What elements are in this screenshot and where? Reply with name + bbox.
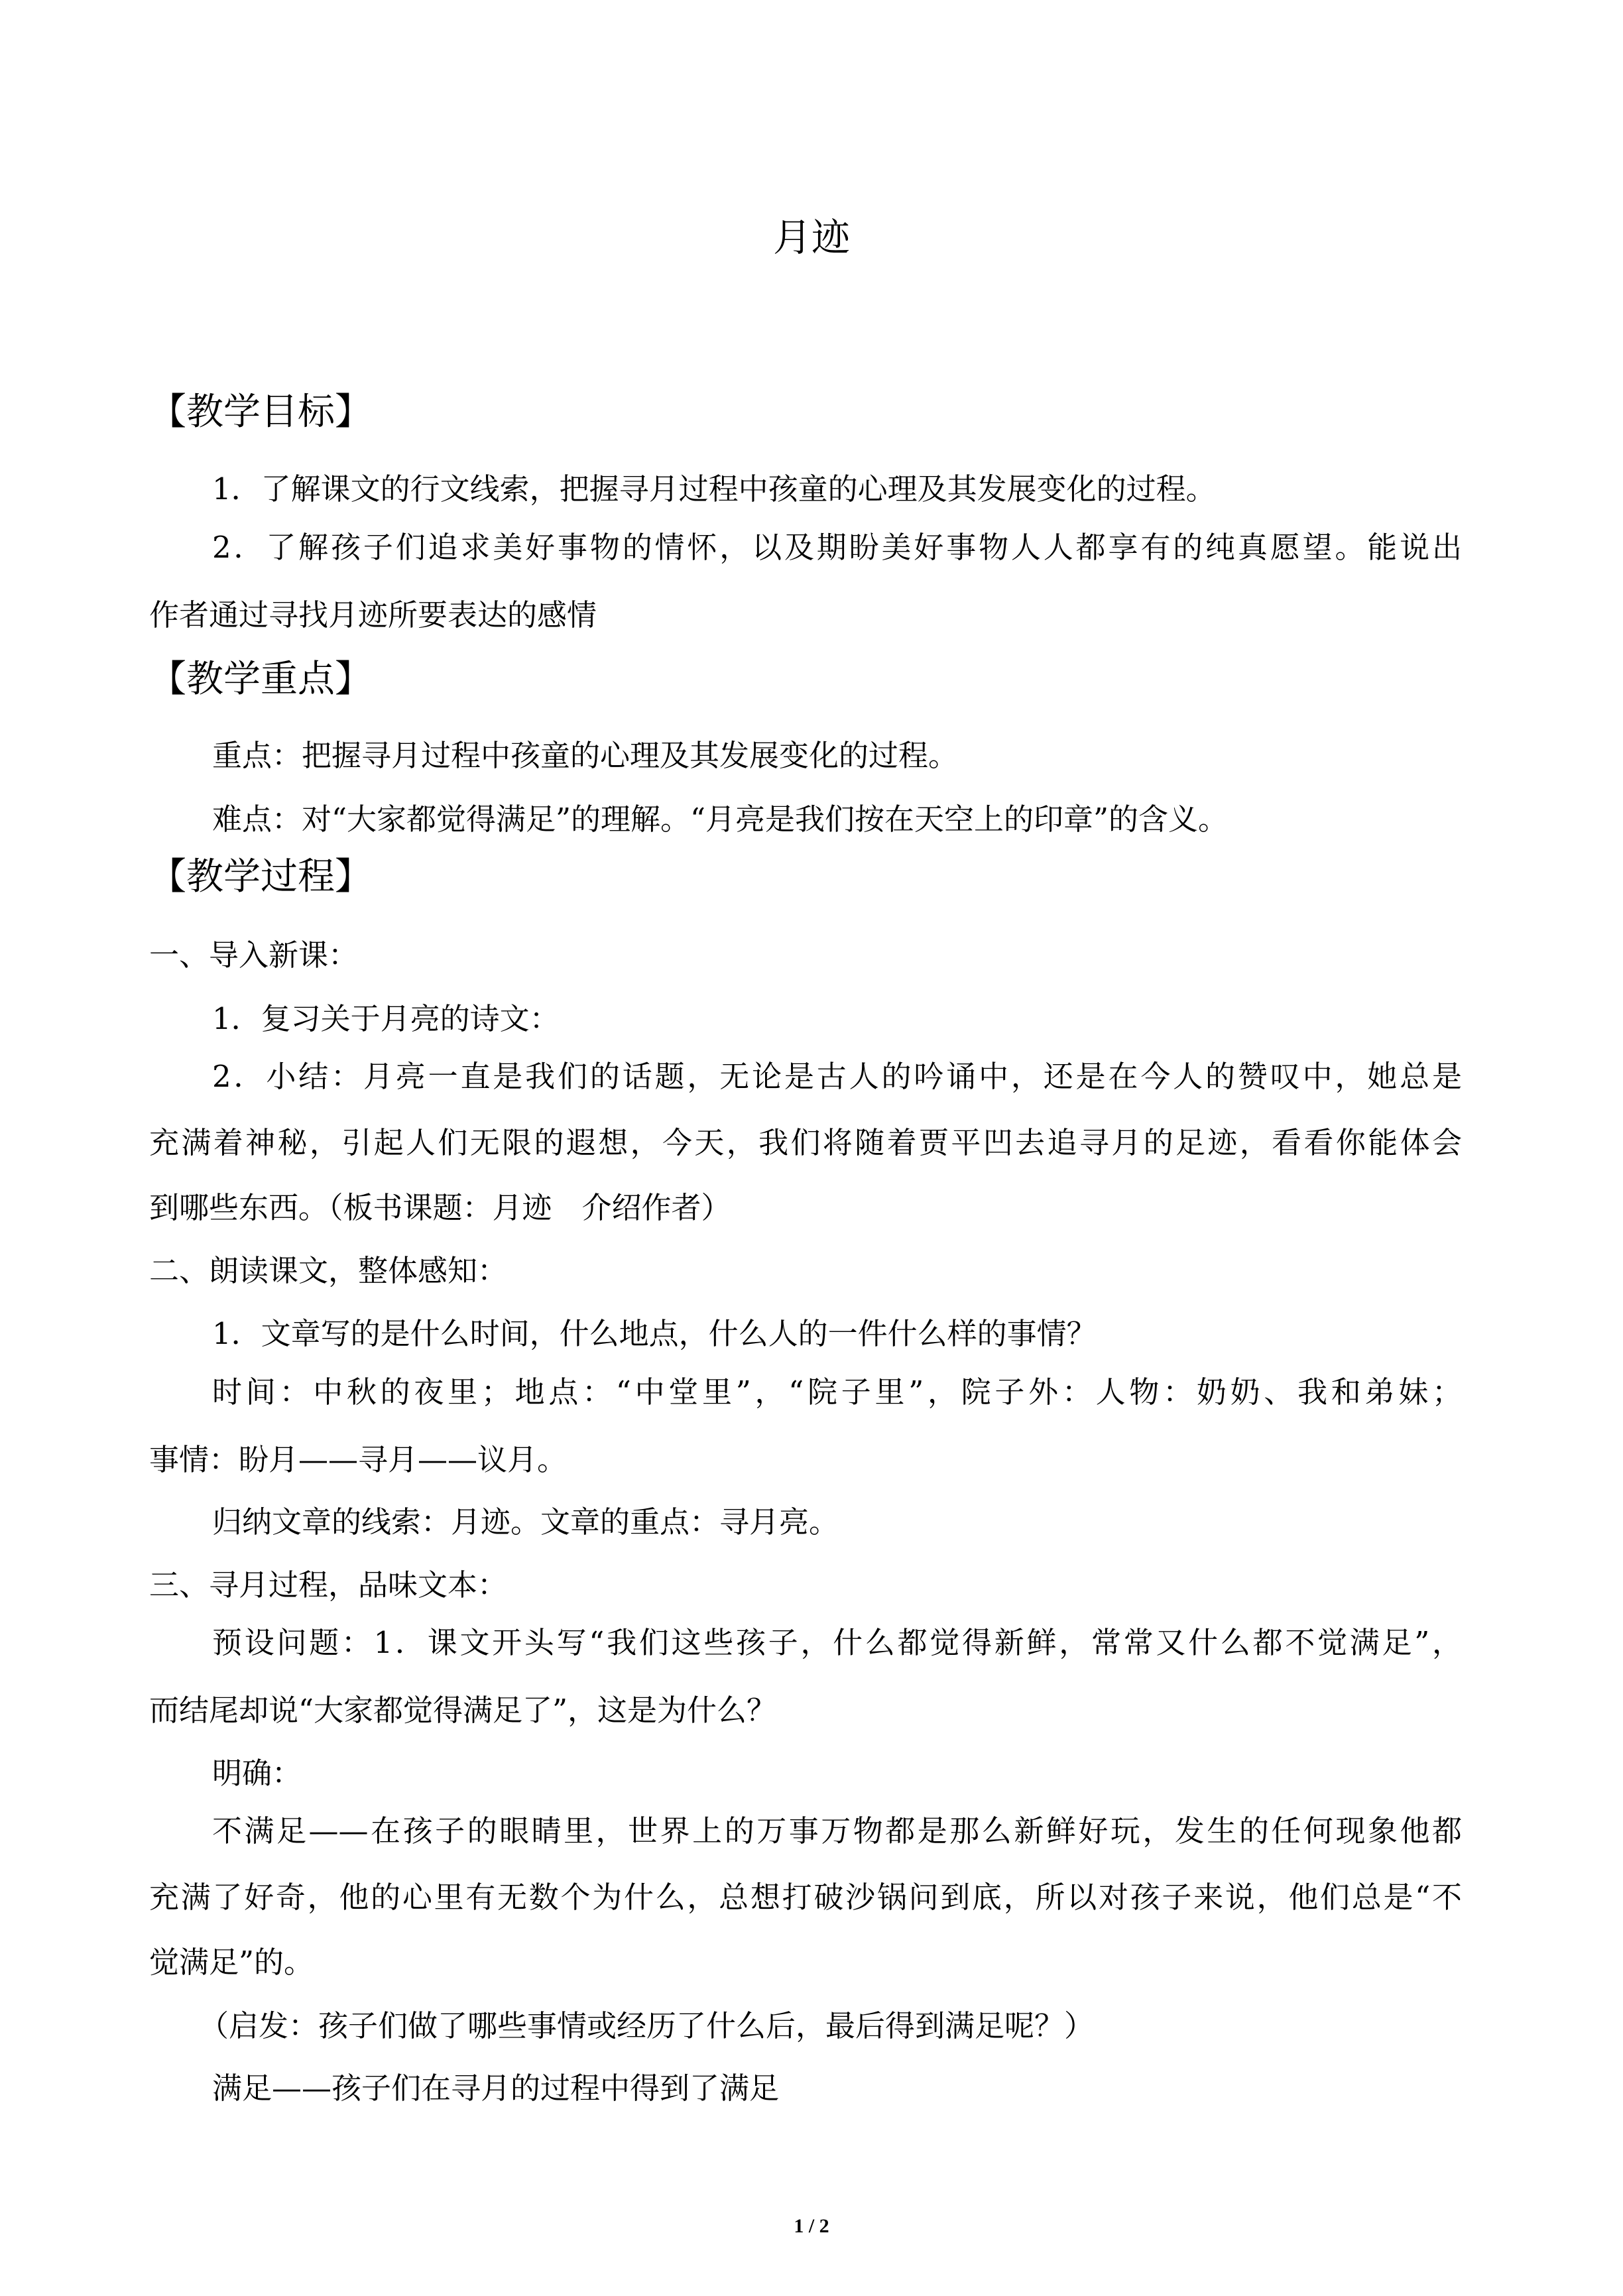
process-part-2-summary: 归纳文章的线索：月迹。文章的重点：寻月亮。: [212, 1504, 839, 1540]
section-heading-process: 【教学过程】: [149, 855, 372, 898]
page-number: 1 / 2: [794, 2215, 829, 2237]
process-part-3-question-line-1: 预设问题：1．课文开头写“我们这些孩子，什么都觉得新鲜，常常又什么都不觉满足”，: [212, 1625, 1462, 1660]
objective-item-2-line-2: 作者通过寻找月迹所要表达的感情: [149, 597, 597, 633]
process-part-1-item-2-line-3: 到哪些东西。（板书课题：月迹 介绍作者）: [149, 1190, 731, 1225]
process-part-1-title: 一、导入新课：: [149, 937, 359, 973]
process-part-3-title: 三、寻月过程，品味文本：: [149, 1567, 508, 1602]
process-part-3-hint: （启发：孩子们做了哪些事情或经历了什么后，最后得到满足呢？）: [199, 2008, 1095, 2043]
document-title: 月迹: [772, 215, 850, 260]
objective-item-2-line-1: 2．了解孩子们追求美好事物的情怀，以及期盼美好事物人人都享有的纯真愿望。能说出: [212, 530, 1462, 565]
process-part-3-clarify: 明确：: [212, 1756, 302, 1791]
process-part-1-item-2-line-1: 2．小结：月亮一直是我们的话题，无论是古人的吟诵中，还是在今人的赞叹中，她总是: [212, 1059, 1462, 1094]
process-part-3-unsatisfied-line-1: 不满足——在孩子的眼睛里，世界上的万事万物都是那么新鲜好玩，发生的任何现象他都: [212, 1813, 1462, 1848]
objective-item-2: [149, 514, 1462, 581]
process-part-1-item-1: 1．复习关于月亮的诗文：: [212, 1001, 560, 1036]
objective-item-1: 1．了解课文的行文线索，把握寻月过程中孩童的心理及其发展变化的过程。: [212, 471, 1216, 507]
process-part-2-item-1: 1．文章写的是什么时间，什么地点，什么人的一件什么样的事情？: [212, 1316, 1097, 1351]
process-part-1-item-2-line-2: 充满着神秘，引起人们无限的遐想，今天，我们将随着贾平凹去追寻月的足迹，看看你能体会: [149, 1125, 1462, 1160]
process-part-3-unsatisfied-line-2: 充满了好奇，他的心里有无数个为什么，总想打破沙锅问到底，所以对孩子来说，他们总是“不: [149, 1880, 1462, 1915]
section-heading-objectives: 【教学目标】: [149, 391, 372, 434]
process-part-3-question-line-2: 而结尾却说“大家都觉得满足了”，这是为什么？: [149, 1693, 777, 1728]
process-part-3-unsatisfied-line-3: 觉满足”的。: [149, 1945, 314, 1980]
process-part-1-item-2: [149, 1044, 1462, 1176]
process-part-2-answer-line-1: 时间：中秋的夜里；地点：“中堂里”，“院子里”，院子外：人物：奶奶、我和弟妹；: [212, 1374, 1462, 1410]
process-part-2-answer: [149, 1359, 1462, 1425]
process-part-3-unsatisfied: [149, 1798, 1462, 1931]
section-heading-key-points: 【教学重点】: [149, 658, 372, 701]
process-part-3-question: [149, 1610, 1462, 1676]
key-point-difficulty: 难点：对“大家都觉得满足”的理解。“月亮是我们按在天空上的印章”的含义。: [212, 802, 1229, 837]
key-point-focus: 重点：把握寻月过程中孩童的心理及其发展变化的过程。: [212, 738, 959, 773]
process-part-2-answer-line-2: 事情：盼月——寻月——议月。: [149, 1442, 568, 1477]
process-part-3-satisfied: 满足——孩子们在寻月的过程中得到了满足: [212, 2071, 780, 2106]
process-part-2-title: 二、朗读课文，整体感知：: [149, 1253, 508, 1288]
